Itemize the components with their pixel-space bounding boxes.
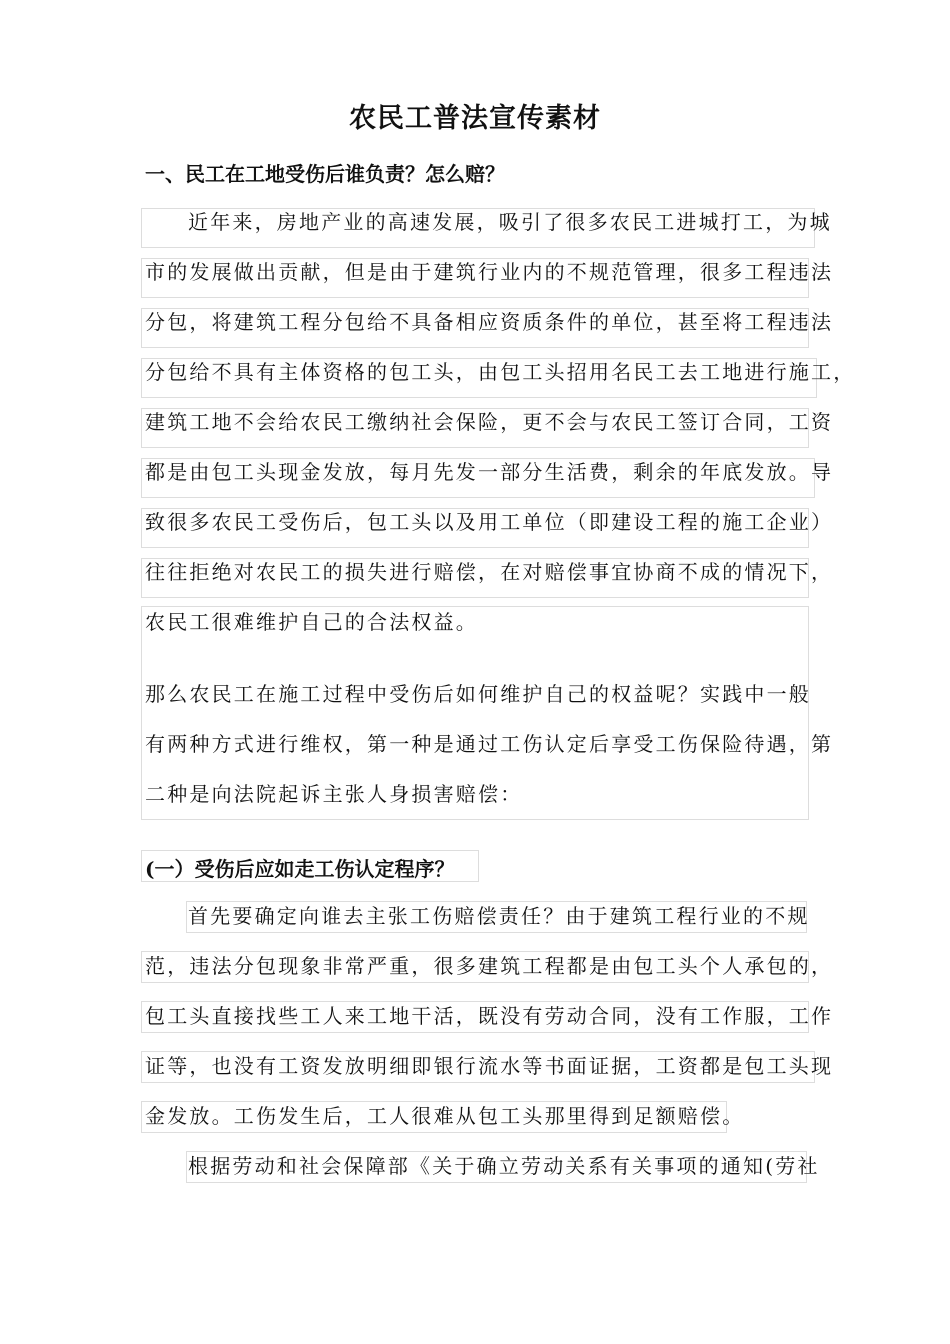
paragraph-3-line: 证等，也没有工资发放明细即银行流水等书面证据，工资都是包工头现: [145, 1054, 834, 1078]
paragraph-1-line: 致很多农民工受伤后，包工头以及用工单位（即建设工程的施工企业）: [145, 510, 834, 534]
subsection-heading: (一）受伤后应如走工伤认定程序？: [145, 857, 455, 881]
paragraph-3-line: 范，违法分包现象非常严重，很多建筑工程都是由包工头个人承包的，: [145, 954, 834, 978]
paragraph-3-line: 金发放。工伤发生后，工人很难从包工头那里得到足额赔偿。: [145, 1104, 745, 1128]
paragraph-1-line: 建筑工地不会给农民工缴纳社会保险，更不会与农民工签订合同，工资: [145, 410, 834, 434]
paragraph-3-line: 包工头直接找些工人来工地干活，既没有劳动合同，没有工作服，工作: [145, 1004, 834, 1028]
paragraph-2-line: 二种是向法院起诉主张人身损害赔偿：: [145, 782, 523, 806]
paragraph-1-line: 市的发展做出贡献，但是由于建筑行业内的不规范管理，很多工程违法: [145, 260, 834, 284]
paragraph-1-line: 都是由包工头现金发放，每月先发一部分生活费，剩余的年底发放。导: [145, 460, 834, 484]
paragraph-1-line: 农民工很难维护自己的合法权益。: [145, 610, 478, 634]
paragraph-2-line: 有两种方式进行维权，第一种是通过工伤认定后享受工伤保险待遇，第: [145, 732, 834, 756]
paragraph-4-line: 根据劳动和社会保障部《关于确立劳动关系有关事项的通知(劳社: [188, 1154, 820, 1178]
paragraph-1-line: 近年来，房地产业的高速发展，吸引了很多农民工进城打工，为城: [188, 210, 832, 234]
section-heading: 一、民工在工地受伤后谁负责？怎么赔？: [145, 162, 505, 186]
paragraph-1-line: 分包给不具有主体资格的包工头，由包工头招用名民工去工地进行施工，: [145, 360, 856, 384]
paragraph-1-line: 分包，将建筑工程分包给不具备相应资质条件的单位，甚至将工程违法: [145, 310, 834, 334]
paragraph-3-line: 首先要确定向谁去主张工伤赔偿责任？由于建筑工程行业的不规: [188, 904, 810, 928]
paragraph-1-line: 往往拒绝对农民工的损失进行赔偿，在对赔偿事宜协商不成的情况下，: [145, 560, 834, 584]
document-title: 农民工普法宣传素材: [349, 103, 601, 134]
paragraph-2-line: 那么农民工在施工过程中受伤后如何维护自己的权益呢？实践中一般: [145, 682, 811, 706]
